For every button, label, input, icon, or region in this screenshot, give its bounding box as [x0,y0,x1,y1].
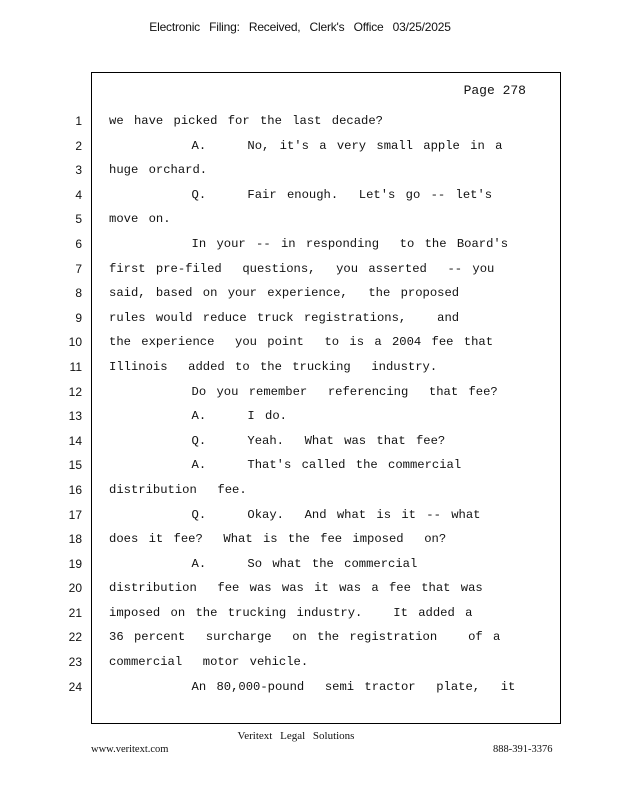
transcript-line: Do you remember referencing that fee? [109,384,498,399]
line-number: 12 [68,384,82,399]
transcript-line: In your -- in responding to the Board's [109,236,509,251]
page-number: Page 278 [463,83,526,98]
transcript-line: said, based on your experience, the proposed [109,286,460,301]
transcript-line: A. No, it's a very small apple in a [109,138,503,153]
transcript-line: Illinois added to the trucking industry. [109,359,438,374]
transcript-line: Q. Okay. And what is it -- what [109,507,481,522]
transcript-line: the experience you point to is a 2004 fee that [109,335,494,350]
line-number: 20 [68,581,82,596]
line-number: 10 [68,335,82,350]
line-number: 19 [68,556,82,571]
transcript-line: An 80,000-pound semi tractor plate, it [109,679,516,694]
transcript-line: Q. Fair enough. Let's go -- let's [109,187,493,202]
line-number: 23 [68,655,82,670]
transcript-line: imposed on the trucking industry. It added a [109,605,473,620]
line-number: 7 [75,261,82,276]
transcript-line: first pre-filed questions, you asserted -- you [109,261,495,276]
transcript-line: A. I do. [109,409,287,424]
line-number: 3 [75,163,82,178]
line-number: 2 [75,138,82,153]
line-number: 22 [68,630,82,645]
transcript-line: we have picked for the last decade? [109,114,383,128]
line-number: 18 [68,532,82,547]
line-number: 13 [68,409,82,424]
line-number: 21 [68,605,82,620]
line-number-column [62,113,82,703]
line-number: 1 [75,114,82,128]
transcript-body [109,113,549,703]
line-number: 24 [68,679,82,694]
footer-company-name: Veritext Legal Solutions [237,730,355,742]
transcript-line: huge orchard. [109,163,208,178]
line-number: 4 [75,187,82,202]
line-number: 17 [68,507,82,522]
line-number: 15 [68,458,82,473]
transcript-line: commercial motor vehicle. [109,655,309,670]
transcript-line: distribution fee. [109,482,247,497]
transcript-line: 36 percent surcharge on the registration of a [109,630,501,645]
line-number: 9 [75,310,82,325]
line-number: 6 [75,236,82,251]
line-number: 14 [68,433,82,448]
filing-stamp-header: Electronic Filing: Received, Clerk's Office 03/25/2025 [149,20,451,34]
line-number: 16 [68,482,82,497]
transcript-line: A. That's called the commercial [109,458,462,473]
line-number: 8 [75,286,82,301]
footer-phone: 888-391-3376 [493,744,553,755]
transcript-line: Q. Yeah. What was that fee? [109,433,446,448]
line-number: 5 [75,212,82,227]
transcript-line: distribution fee was was it was a fee that was [109,581,483,596]
transcript-line: does it fee? What is the fee imposed on? [109,532,447,547]
line-number: 11 [69,359,82,374]
transcript-line: A. So what the commercial [109,556,418,571]
transcript-line: move on. [109,212,171,227]
footer-website: www.veritext.com [91,744,169,755]
transcript-line: rules would reduce truck registrations, and [109,310,460,325]
